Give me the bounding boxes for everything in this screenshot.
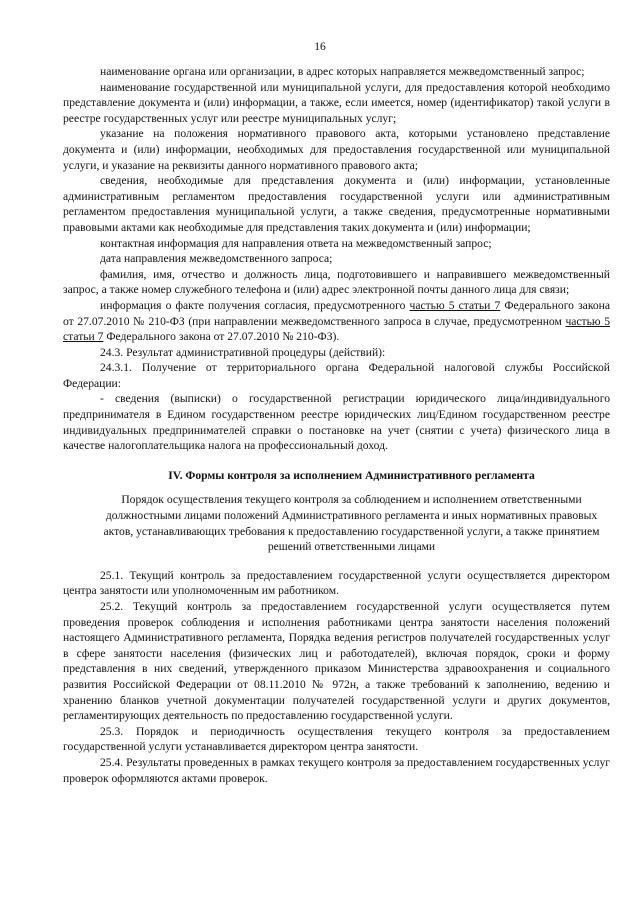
paragraph-consent-info: информация о факте получения согласия, предусмотренного частью 5 статьи 7 Федерального закона от 27.07.2010 № 210-ФЗ (при направлении межведомственного запроса в случае, предусмотренном частью 5 статьи 7 Федерального закона от 27.07.2010 № 210-ФЗ). — [63, 298, 611, 344]
page-number: 16 — [314, 40, 326, 53]
section-subtitle: Порядок осуществления текущего контроля за соблюдением и исполнением ответственными должностными лицами положений Административного регламента и иных нормативных правовых актов, устанавливающих требования к предоставлению государственной услуги, а также принятием решений ответственными лицами — [103, 493, 600, 554]
paragraph-required-info: сведения, необходимые для представления документа и (или) информации, установленные административным регламентом предоставления государственной услуги или административным регламентом предоставления муниципальной услуги, а также сведения, предусмотренные нормативными правовыми актами как необходимые для представления таких документа и (или) информации; — [63, 174, 610, 234]
paragraph-request-date: дата направления межведомственного запроса; — [100, 252, 333, 266]
paragraph-24-3: 24.3. Результат административной процедуры (действий): — [100, 345, 386, 359]
section-title: IV. Формы контроля за исполнением Административного регламента — [168, 468, 535, 482]
paragraph-25-4: 25.4. Результаты проведенных в рамках текущего контроля за предоставлением государственных услуг проверок оформляются актами проверок. — [63, 755, 610, 785]
paragraph-24-3-1: 24.3.1. Получение от территориального органа Федеральной налоговой службы Российской Федерации: — [63, 361, 610, 390]
paragraph-25-1: 25.1. Текущий контроль за предоставлением государственной услуги осуществляется директором центра занятости или уполномоченным им работником. — [63, 568, 610, 598]
paragraph-org-name: наименование органа или организации, в адрес которых направляется межведомственный запрос; — [100, 65, 585, 78]
law-reference-link[interactable]: частью 5 статьи 7 — [409, 298, 501, 312]
paragraph-service-name: наименование государственной или муниципальной услуги, для предоставления которой необходимо представление документа и (или) информации, а также, если имеется, номер (идентификатор) такой услуги в реестре государственных услуг или реестре муниципальных услуг; — [63, 80, 610, 125]
document-body — [63, 64, 610, 786]
paragraph-25-3: 25.3. Порядок и периодичность осуществления текущего контроля за предоставлением государственной услуги устанавливается директором центра занятости. — [63, 724, 610, 754]
law-reference-link[interactable]: частью 5 статьи 7 — [63, 314, 610, 344]
paragraph-25-2: 25.2. Текущий контроль за предоставлением государственной услуги осуществляется путем проведения проверок соблюдения и исполнения работниками центра занятости населения положений настоящего Административного регламента, Порядка ведения регистров получателей государственных услуг в сфере занятости населения (физических лиц и работодателей), включая порядок, сроки и форму представления в них сведений, утвержденного приказом Министерства здравоохранения и социального развития Российской Федерации от 08.11.2010 № 972н, а также требований к заполнению, ведению и хранению бланков учетной документации получателей государственной услуги и других документов, регламентирующих деятельность по предоставлению государственной услуги. — [63, 600, 610, 723]
spacer — [63, 555, 610, 568]
paragraph-responsible-person: фамилия, имя, отчество и должность лица, подготовившего и направившего межведомственный запрос, а также номер служебного телефона и (или) адрес электронной почты данного лица для связи; — [63, 267, 610, 297]
paragraph-legal-act: указание на положения нормативного правового акта, которыми установлено представление документа и (или) информации, необходимых для предоставления государственной или муниципальной услуги, и указание на реквизиты данного нормативного правового акта; — [63, 127, 610, 172]
paragraph-tax-records: - сведения (выписки) о государственной регистрации юридического лица/индивидуального предпринимателя в Едином государственном реестре юридических лиц/Едином государственном реестре индивидуальных предпринимателей справки о постановке на учет (снятии с учета) физического лица в качестве налогоплательщика налога на профессиональный доход. — [63, 392, 610, 453]
paragraph-contact-info: контактная информация для направления ответа на межведомственный запрос; — [100, 236, 492, 250]
